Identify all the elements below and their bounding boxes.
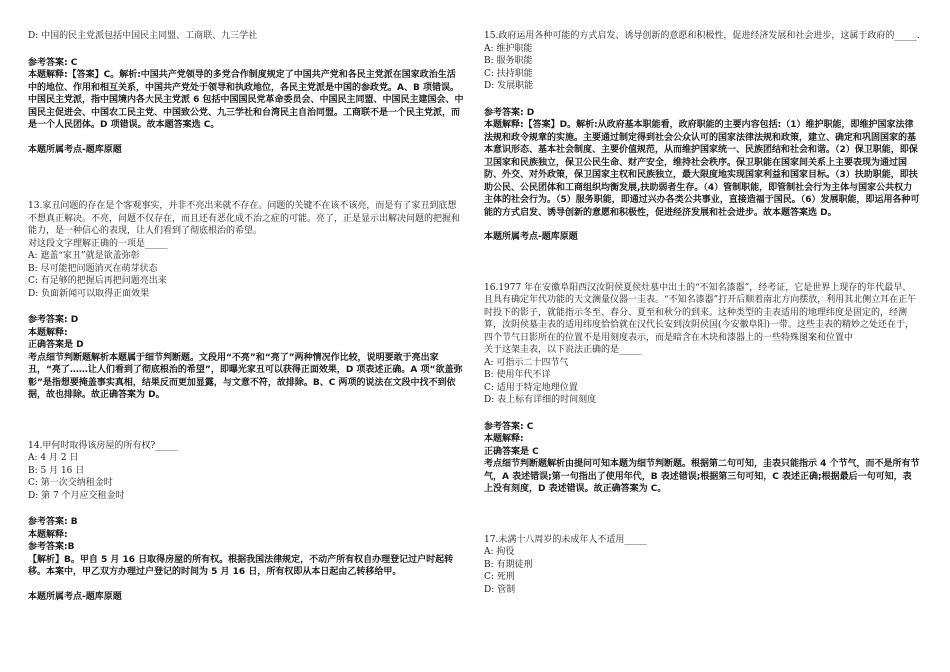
q16-option-d: D: 表上标有详细的时间刻度	[484, 395, 597, 405]
q13-explain-label: 本题解释:	[28, 327, 68, 338]
q16-option-a: A: 可指示二十四节气	[484, 357, 569, 368]
left-column	[28, 30, 464, 603]
q13-option-c: C: 有足够的把握后再把问题亮出来	[28, 276, 167, 286]
q16-option-b: B: 使用年代不详	[484, 370, 551, 380]
right-column	[484, 30, 920, 596]
q12-option-d: D: 中国的民主党派包括中国民主同盟、工商联、九三学社	[28, 31, 258, 41]
q15-option-a: A: 维护职能	[484, 43, 533, 54]
q17-stem: 17.未满十八周岁的未成年人不适用_____	[484, 534, 647, 545]
q13-correct-answer: 正确答案是 D	[28, 340, 84, 350]
q15-stem: 15.政府运用各种可能的方式启发、诱导创新的意愿和积极性，促进经济发展和社会进步，这属于政府的_____.	[484, 31, 920, 41]
q15-option-d: D: 发展职能	[484, 81, 534, 91]
q16-stem: 16.1977 年在安徽阜阳西汉汝阴侯夏侯灶墓中出土的“不知名漆器”，经考证，它是世界上现存的年代最早、且具有确定年代功能的天文测量仪器一圭表。“不知名漆器”打开后顺着南北方向摆放，利用其北侧立耳在正午时投下的影子，就能指示冬至、春分、夏至和秋分的到来。这种类型的圭表适用的地理纬度是固定的，经测算，汝阴侯墓圭表的适用纬度恰恰就在汉代长安到汝阴侯国(今安徽阜阳)一带。这些圭表的精妙之处还在于，四个节气日影所在的位置不是用刻度表示，而是暗含在木块和漆器上的一些特殊图案和位置中	[484, 282, 917, 343]
q16-prompt: 关于这架圭表，以下说法正确的是_____	[484, 345, 642, 355]
q16-reference-answer: 参考答案: C	[484, 421, 534, 432]
q14-option-b: B: 5 月 16 日	[28, 465, 85, 476]
q12-source: 本题所属考点-题库原题	[28, 144, 122, 155]
q17-option-a: A: 拘役	[484, 547, 515, 557]
q13-option-b: B: 尽可能把问题消灭在萌芽状态	[28, 263, 158, 274]
q14-option-c: C: 第一次交纳租金时	[28, 478, 113, 488]
q17-option-d: D: 管制	[484, 584, 516, 595]
q16-option-c: C: 适用于特定地理位置	[484, 382, 578, 393]
q13-prompt: 对这段文字理解正确的一项是_____	[28, 238, 168, 249]
q14-explain-label: 本题解释:	[28, 529, 68, 540]
q13-option-d: D: 负面新闻可以取得正面效果	[28, 288, 150, 299]
q13-analysis: 考点细节判断题解析本题属于细节判断题。文段用“不亮”和“亮了”两种情况作比较，说明要敢于亮出家丑，“亮了……让人们看到了彻底根治的希望”，即曝光家丑可以获得正面效果，D 项表述正确。A 项“欲盖弥彰”是指想要掩盖事实真相，结果反而更加显露，与文意不符，故排除。B、C 两项的说法在文段中找不到依据，故也排除。故正确答案为 D。	[28, 352, 463, 400]
q14-analysis: 【解析】B。甲自 5 月 16 日取得房屋的所有权。根据我国法律规定，不动产所有权自办理登记过户时起转移。本案中，甲乙双方办理过户登记的时间为 5 月 16 日，所有权即从本日起由乙转移给甲。	[28, 554, 454, 577]
q13-option-a: A: 遮盖“家丑”就是欲盖弥彰	[28, 251, 140, 261]
q15-option-c: C: 扶持职能	[484, 68, 533, 79]
q16-analysis: 考点细节判断题解析由提问可知本题为细节判断题。根据第二句可知，圭表只能指示 4 个节气，而不是所有节气，A 表述错误;第一句指出了使用年代，B 表述错误;根据第三句可知，C 表述正确;根据最后一句可知，表上没有刻度，D 表述错误。故正确答案为 C。	[484, 459, 920, 494]
q16-correct-answer: 正确答案是 C	[484, 446, 539, 457]
q15-source: 本题所属考点-题库原题	[484, 232, 578, 242]
q15-reference-answer: 参考答案: D	[484, 107, 535, 118]
q13-reference-answer: 参考答案: D	[28, 315, 79, 325]
q17-option-b: B: 有期徒刑	[484, 559, 533, 570]
q14-option-a: A: 4 月 2 日	[28, 453, 79, 463]
q16-explain-label: 本题解释:	[484, 434, 524, 444]
q14-reference-answer: 参考答案: B	[28, 517, 78, 527]
q14-source: 本题所属考点-题库原题	[28, 591, 122, 602]
q12-explanation: 本题解释:【答案】C。解析:中国共产党领导的多党合作制度规定了中国共产党和各民主党派在国家政治生活中的地位、作用和相互关系，中国共产党处于领导和执政地位，各民主党派是中国的参政党。A、B 项错误。中国民主党派，指中国境内各大民主党派 6 包括中国国民党革命委员会、中国民主同盟、中国民主建国会、中国民主促进会、中国农工民主党、中国致公党、九三学社和台湾民主自治同盟。工商联不是一个民主党派，而是一个人民团体。D 项错误。故本题答案选 C。	[28, 70, 464, 130]
q13-stem: 13.家丑问题的存在是个客观事实，并非不亮出来就不存在。问题的关键不在该不该亮，而是有了家丑到底想不想真正解决。不亮，问题不仅存在，而且还有恶化成不治之症的可能。亮了，正是显示出解决问题的把握和能力，是一种信心的表现，让人们看到了彻底根治的希望。	[28, 201, 461, 236]
q15-option-b: B: 服务职能	[484, 56, 533, 66]
q17-option-c: C: 死刑	[484, 572, 515, 582]
q14-option-d: D: 第 7 个月应交租金时	[28, 490, 125, 501]
q14-reference-answer-2: 参考答案:B	[28, 542, 75, 552]
q14-stem: 14.甲何时取得该房屋的所有权?_____	[28, 440, 178, 451]
q15-explanation: 本题解释:【答案】D。解析:从政府基本职能看，政府职能的主要内容包括:（1）维护职能，即维护国家法律法规和政令规章的实施。主要通过制定得到社会公众认可的国家法律法规和政策，建立、确定和巩固国家的基本意识形态、基本社会制度、主要价值规范，从而维护国家统一、民族团结和社会和谐。（2）保卫职能，即保卫国家和民族独立，保卫公民生命、财产安全，维持社会秩序。保卫职能在国家间关系上主要表现为通过国防、外交、对外政策，保卫国家主权和民族独立，最大限度地实现国家利益和国家目标。（3）扶助职能，即扶助公民、公民团体和工商组织均衡发展,扶助弱者生存。（4）管制职能，即管制社会行为主体与国家公共权力主体的社会行为。（5）服务职能，即通过兴办各类公共事业，直接造福于国民。（6）发展职能，即运用各种可能的方式启发、诱导创新的意愿和积极性，促进经济发展和社会进步。故本题答案选 D。	[484, 120, 920, 218]
q12-reference-answer: 参考答案: C	[28, 57, 78, 68]
